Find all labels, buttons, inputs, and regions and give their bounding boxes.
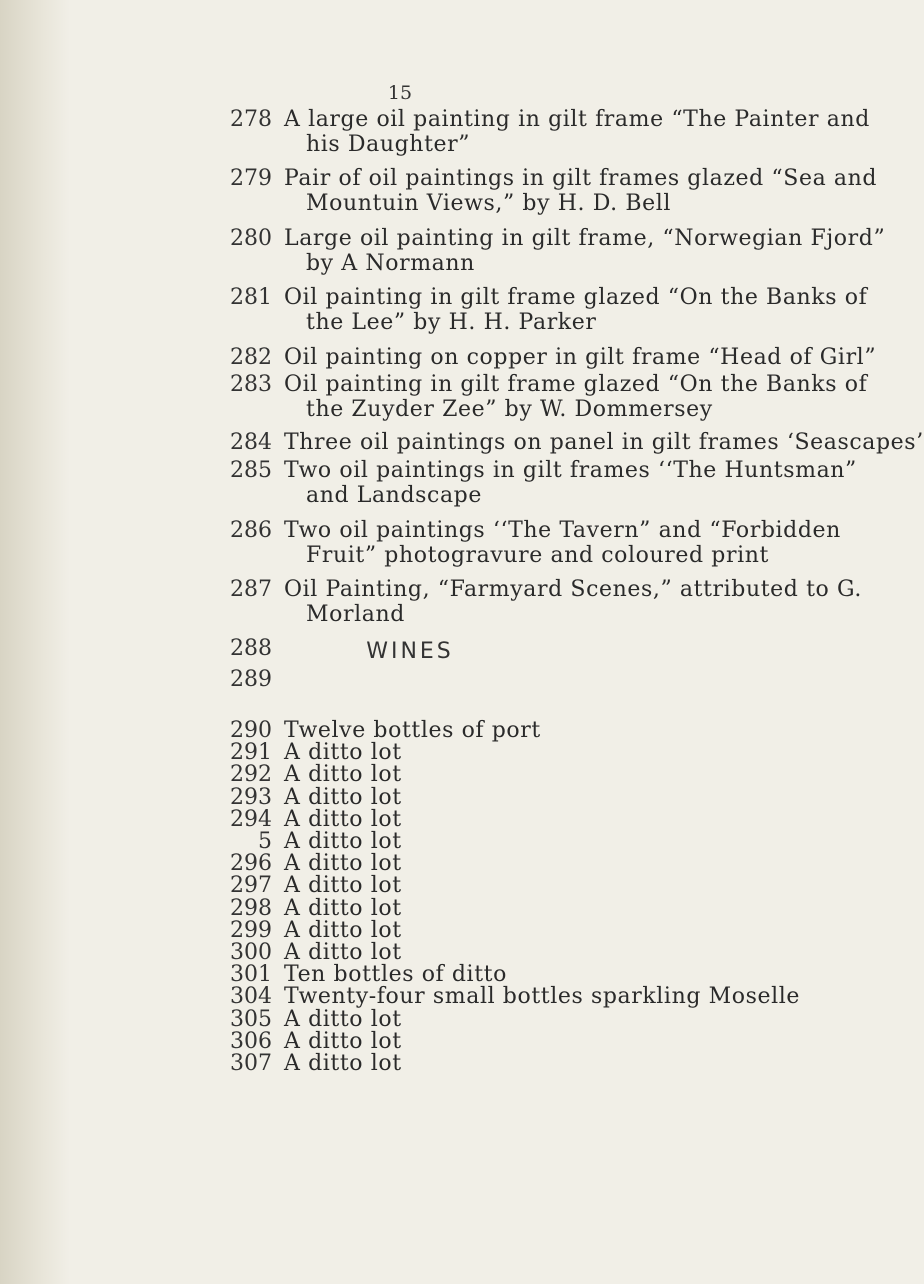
lot-description-line: Pair of oil paintings in gilt frames glazed “Sea and	[284, 166, 878, 191]
lot-description-line: Twelve bottles of port	[284, 718, 541, 743]
lot-description-line: Three oil paintings on panel in gilt frames ‘Seascapes’	[284, 430, 924, 455]
lot-number: 305	[230, 1007, 272, 1032]
lot-description-line: A large oil painting in gilt frame “The Painter and	[284, 107, 870, 132]
lot-description-line: by A Normann	[306, 251, 475, 276]
lot-description	[284, 518, 841, 568]
lot-description	[284, 430, 924, 455]
lot-description-line: A ditto lot	[284, 785, 402, 810]
lot-number: 300	[230, 940, 272, 965]
lot-description	[284, 577, 862, 627]
lot-number: 297	[230, 873, 272, 898]
lot-description	[284, 458, 857, 508]
lot-number: 285	[230, 458, 272, 483]
lot-description	[284, 984, 800, 1009]
lot-number: 296	[230, 851, 272, 876]
lot-description-line: A ditto lot	[284, 1051, 402, 1076]
lot-description-line: and Landscape	[306, 483, 482, 508]
lot-number: 278	[230, 107, 272, 132]
lot-description-line: A ditto lot	[284, 1029, 402, 1054]
lot-number: 281	[230, 285, 272, 310]
lot-number: 301	[230, 962, 272, 987]
lot-number: 287	[230, 577, 272, 602]
lot-description-line: A ditto lot	[284, 762, 402, 787]
lot-number: 293	[230, 785, 272, 810]
section-heading-wines: WINES	[366, 639, 454, 664]
lot-description	[284, 226, 886, 276]
lot-description-line: Two oil paintings in gilt frames ‘‘The Huntsman”	[284, 458, 857, 483]
lot-number: 289	[230, 667, 272, 692]
page-number: 15	[387, 82, 413, 104]
lot-description	[284, 873, 754, 898]
lot-number: 304	[230, 984, 272, 1009]
lot-number: 290	[230, 718, 272, 743]
lot-number: 286	[230, 518, 272, 543]
lot-description	[284, 166, 878, 216]
lot-number: 298	[230, 896, 272, 921]
lot-description-line: Oil Painting, “Farmyard Scenes,” attributed to G.	[284, 577, 862, 602]
lot-description-line: A ditto lot	[284, 1007, 402, 1032]
lot-description-line: A ditto lot	[284, 873, 402, 898]
lot-number: 284	[230, 430, 272, 455]
lot-description-line: Two oil paintings ‘‘The Tavern” and “Forbidden	[284, 518, 841, 543]
lot-number: 5	[258, 829, 272, 854]
lot-description-line: Twenty-four small bottles sparkling Moselle	[284, 984, 800, 1009]
lot-description-line: A ditto lot	[284, 740, 402, 765]
lot-description-line: Mountuin Views,” by H. D. Bell	[306, 191, 672, 216]
lot-number: 282	[230, 345, 272, 370]
lot-description-line: A ditto lot	[284, 940, 402, 965]
lot-number: 299	[230, 918, 272, 943]
lot-description	[284, 1051, 754, 1076]
lot-description	[284, 345, 877, 370]
lot-description-line: A ditto lot	[284, 829, 402, 854]
lot-description	[284, 285, 868, 335]
lot-number: 279	[230, 166, 272, 191]
lot-description-line: A ditto lot	[284, 918, 402, 943]
lot-number: 283	[230, 372, 272, 397]
lot-number: 306	[230, 1029, 272, 1054]
lot-description	[284, 107, 870, 157]
lot-number: 280	[230, 226, 272, 251]
lot-description-line: Oil painting in gilt frame glazed “On the Banks of	[284, 285, 868, 310]
lot-description-line: Large oil painting in gilt frame, “Norwegian Fjord”	[284, 226, 886, 251]
lot-description-line: Fruit” photogravure and coloured print	[306, 543, 769, 568]
lot-number: 294	[230, 807, 272, 832]
lot-number: 307	[230, 1051, 272, 1076]
lot-description-line: the Zuyder Zee” by W. Dommersey	[306, 397, 713, 422]
lot-description-line: Oil painting in gilt frame glazed “On the Banks of	[284, 372, 868, 397]
lot-description	[284, 762, 754, 787]
lot-description	[284, 372, 868, 422]
lot-description-line: Ten bottles of ditto	[284, 962, 507, 987]
lot-description-line: Morland	[306, 602, 405, 627]
lot-description-line: A ditto lot	[284, 851, 402, 876]
lot-description-line: A ditto lot	[284, 896, 402, 921]
lot-number: 288	[230, 636, 272, 661]
lot-description-line: A ditto lot	[284, 807, 402, 832]
lot-description-line: the Lee” by H. H. Parker	[306, 310, 597, 335]
lot-description-line: Oil painting on copper in gilt frame “Head of Girl”	[284, 345, 877, 370]
lot-description-line: his Daughter”	[306, 132, 471, 157]
lot-number: 292	[230, 762, 272, 787]
lot-number: 291	[230, 740, 272, 765]
